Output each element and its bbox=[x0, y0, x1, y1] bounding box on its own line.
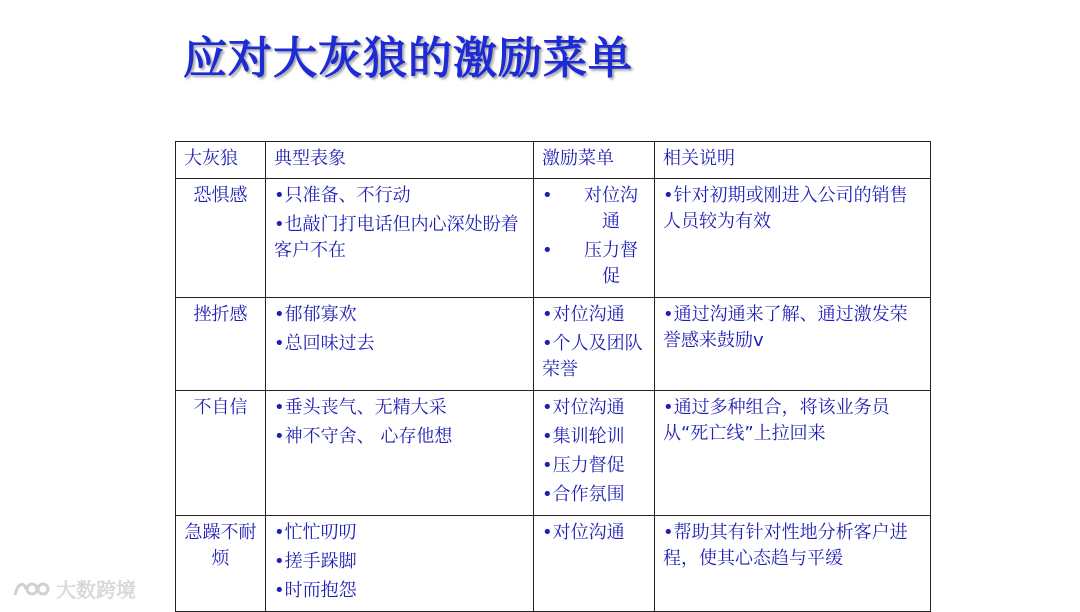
symptom-item: •总回味过去 bbox=[274, 333, 375, 354]
table-row bbox=[176, 298, 931, 391]
note-cell: •通过多种组合，将该业务员从“死亡线”上拉回来 bbox=[655, 391, 931, 516]
page-title: 应对大灰狼的激励菜单 bbox=[183, 33, 633, 84]
menu-cell bbox=[534, 516, 655, 612]
symptoms-cell bbox=[266, 391, 534, 516]
bullet-icon: • bbox=[542, 185, 553, 206]
menu-cell bbox=[534, 391, 655, 516]
watermark-text: 大数跨境 bbox=[56, 578, 136, 602]
note-cell: •针对初期或刚进入公司的销售人员较为有效 bbox=[655, 179, 931, 298]
symptom-item: •搓手跺脚 bbox=[274, 551, 357, 572]
symptoms-cell bbox=[266, 298, 534, 391]
menu-item: •集训轮训 bbox=[542, 426, 625, 447]
header-cell-menu: 激励菜单 bbox=[534, 142, 655, 179]
symptom-item: •神不守舍、 心存他想 bbox=[274, 426, 453, 447]
table-row bbox=[176, 179, 931, 298]
symptom-item: •郁郁寡欢 bbox=[274, 304, 357, 325]
note-cell: •帮助其有针对性地分析客户进程，使其心态趋与平缓 bbox=[655, 516, 931, 612]
header-cell-note: 相关说明 bbox=[655, 142, 931, 179]
symptom-item: •垂头丧气、无精大采 bbox=[274, 397, 447, 418]
watermark bbox=[12, 574, 136, 603]
menu-item: •对位沟通 bbox=[542, 397, 625, 418]
symptom-item: •忙忙叨叨 bbox=[274, 522, 357, 543]
symptom-item: •时而抱怨 bbox=[274, 580, 357, 601]
table-row bbox=[176, 391, 931, 516]
menu-item bbox=[542, 238, 646, 290]
menu-item: •个人及团队荣誉 bbox=[542, 333, 643, 380]
symptoms-cell bbox=[266, 516, 534, 612]
menu-item-label: 对位沟通 bbox=[584, 185, 638, 232]
symptom-item: •只准备、不行动 bbox=[274, 185, 411, 206]
header-cell-symptoms: 典型表象 bbox=[266, 142, 534, 179]
menu-item: •压力督促 bbox=[542, 455, 625, 476]
type-cell: 恐惧感 bbox=[176, 179, 266, 298]
type-cell: 挫折感 bbox=[176, 298, 266, 391]
incentive-menu-table bbox=[175, 141, 931, 612]
symptom-item: •也敲门打电话但内心深处盼着客户不在 bbox=[274, 214, 519, 261]
type-cell: 不自信 bbox=[176, 391, 266, 516]
menu-cell bbox=[534, 179, 655, 298]
header-cell-type: 大灰狼 bbox=[176, 142, 266, 179]
type-cell: 急躁不耐烦 bbox=[176, 516, 266, 612]
menu-item: •对位沟通 bbox=[542, 522, 625, 543]
menu-item-label: 压力督促 bbox=[584, 240, 638, 287]
table-header-row bbox=[176, 142, 931, 179]
symptoms-cell bbox=[266, 179, 534, 298]
brand-logo-icon bbox=[12, 578, 52, 600]
menu-cell bbox=[534, 298, 655, 391]
bullet-icon: • bbox=[542, 240, 553, 261]
menu-item: •对位沟通 bbox=[542, 304, 625, 325]
menu-item bbox=[542, 183, 646, 235]
table-row bbox=[176, 516, 931, 612]
menu-item: •合作氛围 bbox=[542, 484, 625, 505]
note-cell: •通过沟通来了解、通过激发荣誉感来鼓励v bbox=[655, 298, 931, 391]
